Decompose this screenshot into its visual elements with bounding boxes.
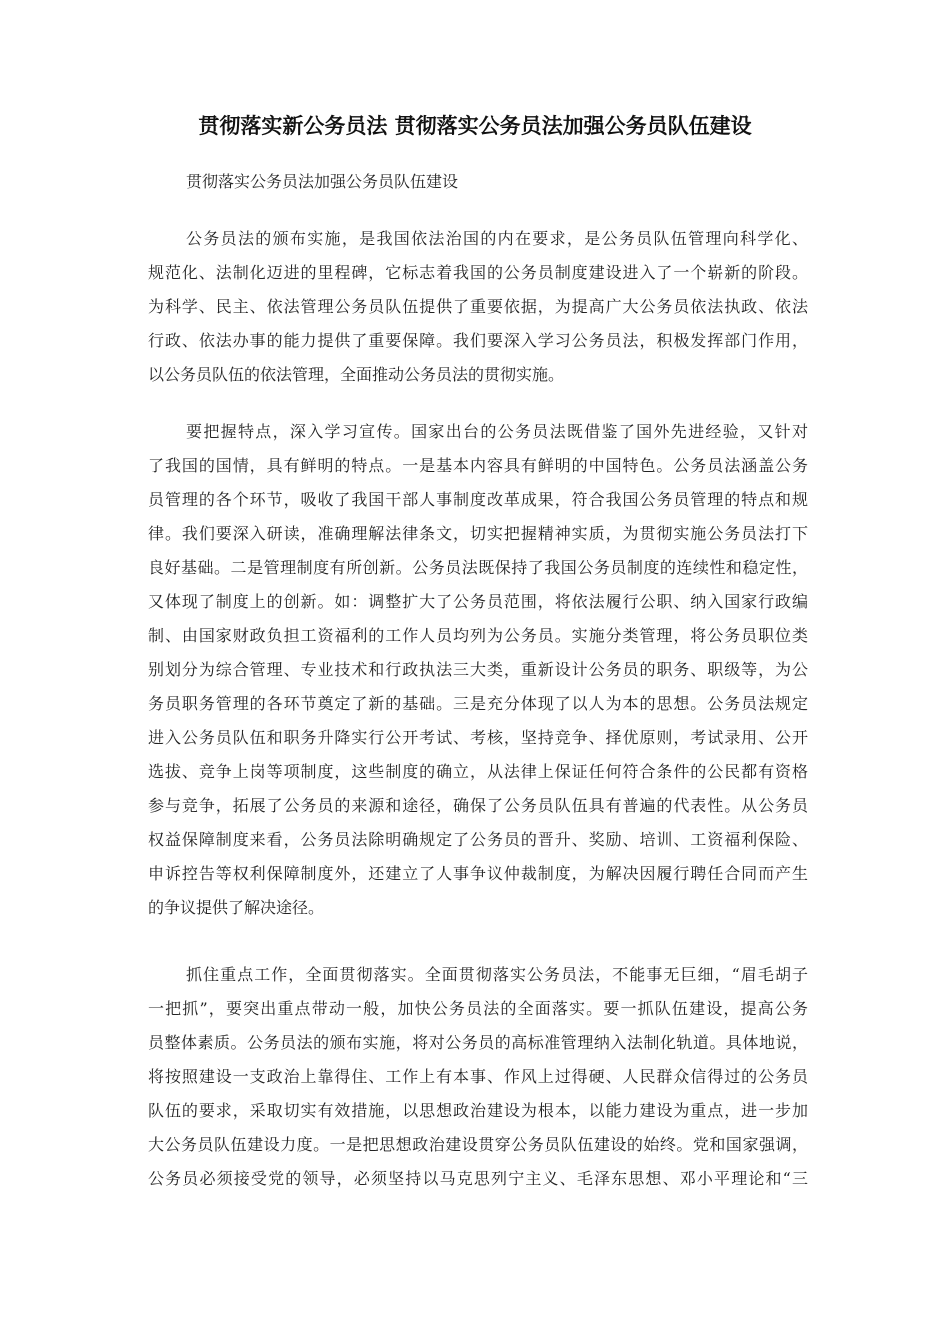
paragraph-line: 制、由国家财政负担工资福利的工作人员均列为公务员。实施分类管理，将公务员职位类	[148, 626, 808, 645]
paragraph-line: 抓住重点工作，全面贯彻落实。全面贯彻落实公务员法，不能事无巨细，“眉毛胡子	[186, 965, 808, 984]
document-subtitle: 贯彻落实公务员法加强公务员队伍建设	[186, 172, 459, 191]
paragraph-line: 要把握特点，深入学习宣传。国家出台的公务员法既借鉴了国外先进经验，又针对	[186, 422, 808, 441]
paragraph-line: 权益保障制度来看，公务员法除明确规定了公务员的晋升、奖励、培训、工资福利保险、	[148, 830, 808, 849]
paragraph-line: 的争议提供了解决途径。	[148, 898, 325, 917]
paragraph-line: 大公务员队伍建设力度。一是把思想政治建设贯穿公务员队伍建设的始终。党和国家强调，	[148, 1135, 808, 1154]
paragraph-line: 员整体素质。公务员法的颁布实施，将对公务员的高标准管理纳入法制化轨道。具体地说，	[148, 1033, 808, 1052]
paragraph-line: 为科学、民主、依法管理公务员队伍提供了重要依据，为提高广大公务员依法执政、依法	[148, 297, 808, 316]
paragraph-line: 公务员法的颁布实施，是我国依法治国的内在要求，是公务员队伍管理向科学化、	[186, 229, 808, 248]
paragraph-line: 行政、依法办事的能力提供了重要保障。我们要深入学习公务员法，积极发挥部门作用，	[148, 331, 808, 350]
paragraph-line: 队伍的要求，采取切实有效措施，以思想政治建设为根本，以能力建设为重点，进一步加	[148, 1101, 808, 1120]
paragraph-3	[148, 958, 808, 1196]
paragraph-line: 务员职务管理的各环节奠定了新的基础。三是充分体现了以人为本的思想。公务员法规定	[148, 694, 808, 713]
paragraph-1	[148, 222, 808, 392]
paragraph-line: 以公务员队伍的依法管理，全面推动公务员法的贯彻实施。	[148, 365, 565, 384]
paragraph-line: 律。我们要深入研读，准确理解法律条文，切实把握精神实质，为贯彻实施公务员法打下	[148, 524, 808, 543]
paragraph-line: 一把抓”，要突出重点带动一般，加快公务员法的全面落实。要一抓队伍建设，提高公务	[148, 999, 808, 1018]
paragraph-line: 规范化、法制化迈进的里程碑，它标志着我国的公务员制度建设进入了一个崭新的阶段。	[148, 263, 808, 282]
paragraph-line: 公务员必须接受党的领导，必须坚持以马克思列宁主义、毛泽东思想、邓小平理论和“三	[148, 1169, 808, 1188]
document-title: 贯彻落实新公务员法 贯彻落实公务员法加强公务员队伍建设	[198, 113, 752, 138]
paragraph-line: 又体现了制度上的创新。如：调整扩大了公务员范围，将依法履行公职、纳入国家行政编	[148, 592, 808, 611]
paragraph-line: 进入公务员队伍和职务升降实行公开考试、考核，坚持竞争、择优原则，考试录用、公开	[148, 728, 808, 747]
paragraph-line: 选拔、竞争上岗等项制度，这些制度的确立，从法律上保证任何符合条件的公民都有资格	[148, 762, 808, 781]
paragraph-line: 别划分为综合管理、专业技术和行政执法三大类，重新设计公务员的职务、职级等，为公	[148, 660, 808, 679]
paragraph-line: 将按照建设一支政治上靠得住、工作上有本事、作风上过得硬、人民群众信得过的公务员	[148, 1067, 808, 1086]
paragraph-line: 参与竞争，拓展了公务员的来源和途径，确保了公务员队伍具有普遍的代表性。从公务员	[148, 796, 808, 815]
paragraph-line: 良好基础。二是管理制度有所创新。公务员法既保持了我国公务员制度的连续性和稳定性，	[148, 558, 808, 577]
paragraph-line: 员管理的各个环节，吸收了我国干部人事制度改革成果，符合我国公务员管理的特点和规	[148, 490, 808, 509]
paragraph-2	[148, 415, 808, 925]
paragraph-line: 了我国的国情，具有鲜明的特点。一是基本内容具有鲜明的中国特色。公务员法涵盖公务	[148, 456, 808, 475]
paragraph-line: 申诉控告等权利保障制度外，还建立了人事争议仲裁制度，为解决因履行聘任合同而产生	[148, 864, 808, 883]
